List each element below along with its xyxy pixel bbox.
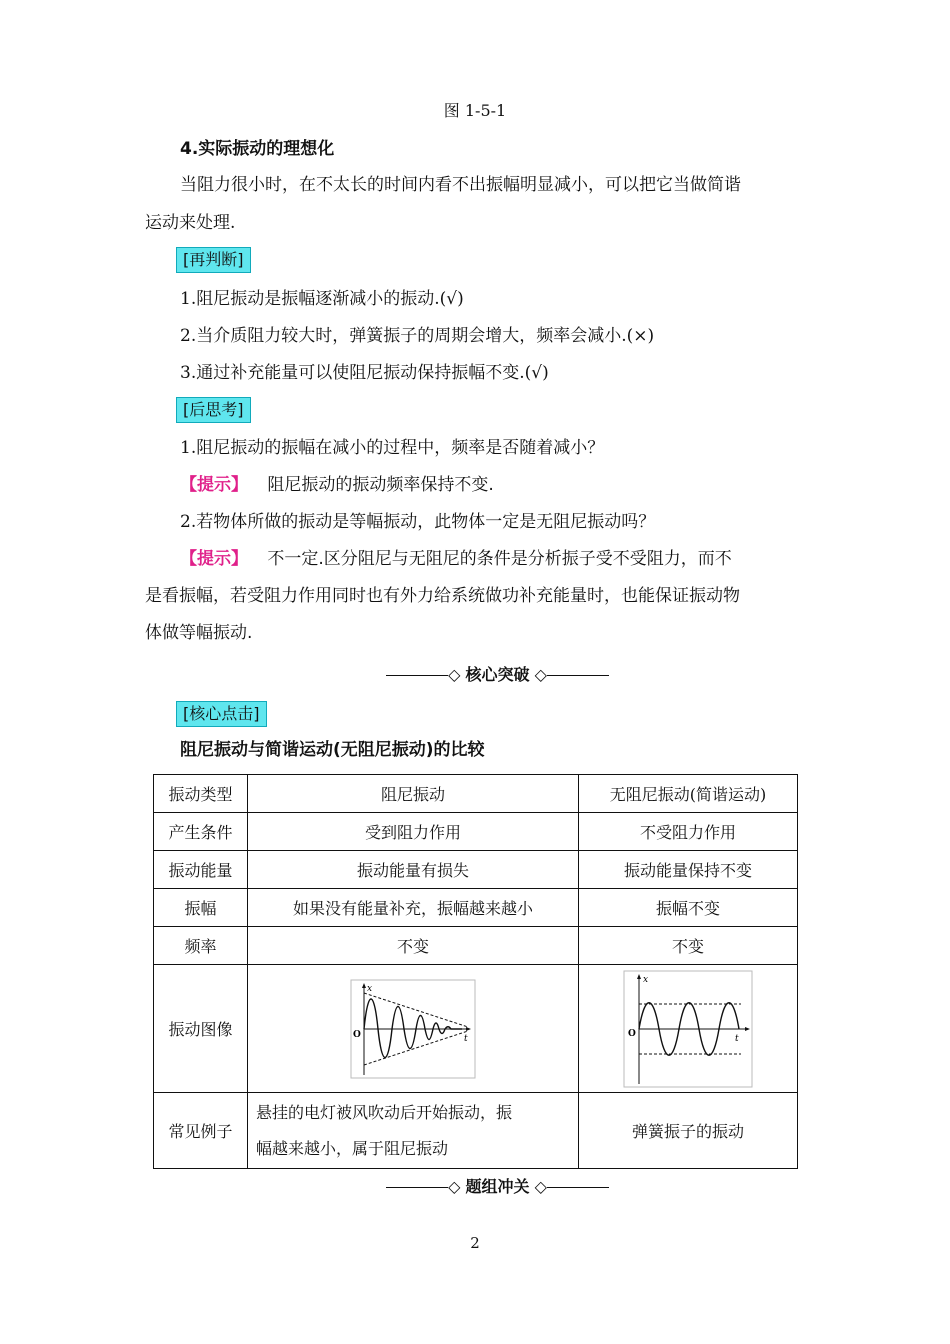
undamped-oscillation-graph (623, 970, 753, 1088)
question-2: 2.若物体所做的振动是等幅振动，此物体一定是无阻尼振动吗？ (180, 512, 656, 532)
answer-text: 阻尼振动的振动频率保持不变. (267, 475, 494, 495)
judge-item-2: 2.当介质阻力较大时，弹簧振子的周期会增大，频率会减小.(×) (180, 326, 655, 346)
figure-caption: 图 1-5-1 (443, 101, 507, 120)
table-cell: 振动图像 (154, 965, 248, 1093)
table-row (154, 889, 798, 927)
answer-2 (180, 546, 845, 572)
think-tag: [后思考] (176, 397, 251, 423)
paragraph-line: 当阻力很小时，在不太长的时间内看不出振幅明显减小，可以把它当做简谐 (180, 175, 741, 195)
answer-text: 不一定.区分阻尼与无阻尼的条件是分析振子受不受阻力，而不 (267, 549, 732, 569)
table-cell: 振幅 (154, 889, 248, 927)
answer-text: 是看振幅，若受阻力作用同时也有外力给系统做功补充能量时，也能保证振动物 (145, 586, 740, 606)
table-cell: 振动能量 (154, 851, 248, 889)
axis-label-origin: O (353, 1029, 361, 1040)
table-cell: 振动能量保持不变 (579, 851, 798, 889)
axis-label-x: x (367, 983, 373, 994)
divider-title: 题组冲关 (465, 1177, 530, 1196)
cell-line: 幅越来越小，属于阻尼振动 (256, 1138, 449, 1158)
axis-label-origin: O (628, 1028, 636, 1039)
table-cell: 振幅不变 (579, 889, 798, 927)
damped-graph-cell (248, 965, 579, 1093)
table-cell: 产生条件 (154, 813, 248, 851)
hint-label: 【提示】 (180, 549, 248, 569)
table-row (154, 1093, 798, 1169)
table-cell: 如果没有能量补充，振幅越来越小 (248, 889, 579, 927)
table-row (154, 965, 798, 1093)
cell-line: 悬挂的电灯被风吹动后开始振动，振 (256, 1102, 513, 1122)
table-row (154, 775, 798, 813)
judge-tag: [再判断] (176, 247, 251, 273)
damped-oscillation-graph (350, 979, 476, 1079)
question-1: 1.阻尼振动的振幅在减小的过程中，频率是否随着减小？ (180, 438, 605, 458)
table-cell: 无阻尼振动(简谐运动) (579, 775, 798, 813)
hint-label: 【提示】 (180, 475, 248, 495)
section-divider: ◇ 题组冲关 ◇ (365, 1174, 630, 1197)
judge-item-3: 3.通过补充能量可以使阻尼振动保持振幅不变.(√) (180, 363, 549, 383)
table-row (154, 851, 798, 889)
table-cell (248, 1093, 579, 1169)
undamped-graph-cell (579, 965, 798, 1093)
table-row (154, 813, 798, 851)
answer-1 (180, 472, 845, 498)
table-row (154, 927, 798, 965)
axis-label-t: t (735, 1033, 739, 1044)
table-cell: 不变 (248, 927, 579, 965)
table-cell: 振动能量有损失 (248, 851, 579, 889)
divider-title: 核心突破 (465, 665, 530, 684)
paragraph-line: 运动来处理. (145, 213, 236, 233)
judge-item-1: 1.阻尼振动是振幅逐渐减小的振动.(√) (180, 289, 464, 309)
table-cell: 常见例子 (154, 1093, 248, 1169)
section-divider: ◇ 核心突破 ◇ (365, 662, 630, 685)
comparison-table (153, 774, 798, 1169)
page-number: 2 (470, 1234, 480, 1252)
answer-text: 体做等幅振动. (145, 623, 253, 643)
table-cell: 阻尼振动 (248, 775, 579, 813)
core-tag: [核心点击] (176, 701, 267, 727)
section-heading: 4.实际振动的理想化 (180, 139, 335, 159)
table-cell: 受到阻力作用 (248, 813, 579, 851)
table-title: 阻尼振动与简谐运动(无阻尼振动)的比较 (180, 740, 485, 760)
table-cell: 振动类型 (154, 775, 248, 813)
table-cell: 不受阻力作用 (579, 813, 798, 851)
table-cell: 不变 (579, 927, 798, 965)
table-cell: 频率 (154, 927, 248, 965)
axis-label-t: t (464, 1033, 468, 1044)
axis-label-x: x (643, 974, 649, 985)
table-cell: 弹簧振子的振动 (579, 1093, 798, 1169)
